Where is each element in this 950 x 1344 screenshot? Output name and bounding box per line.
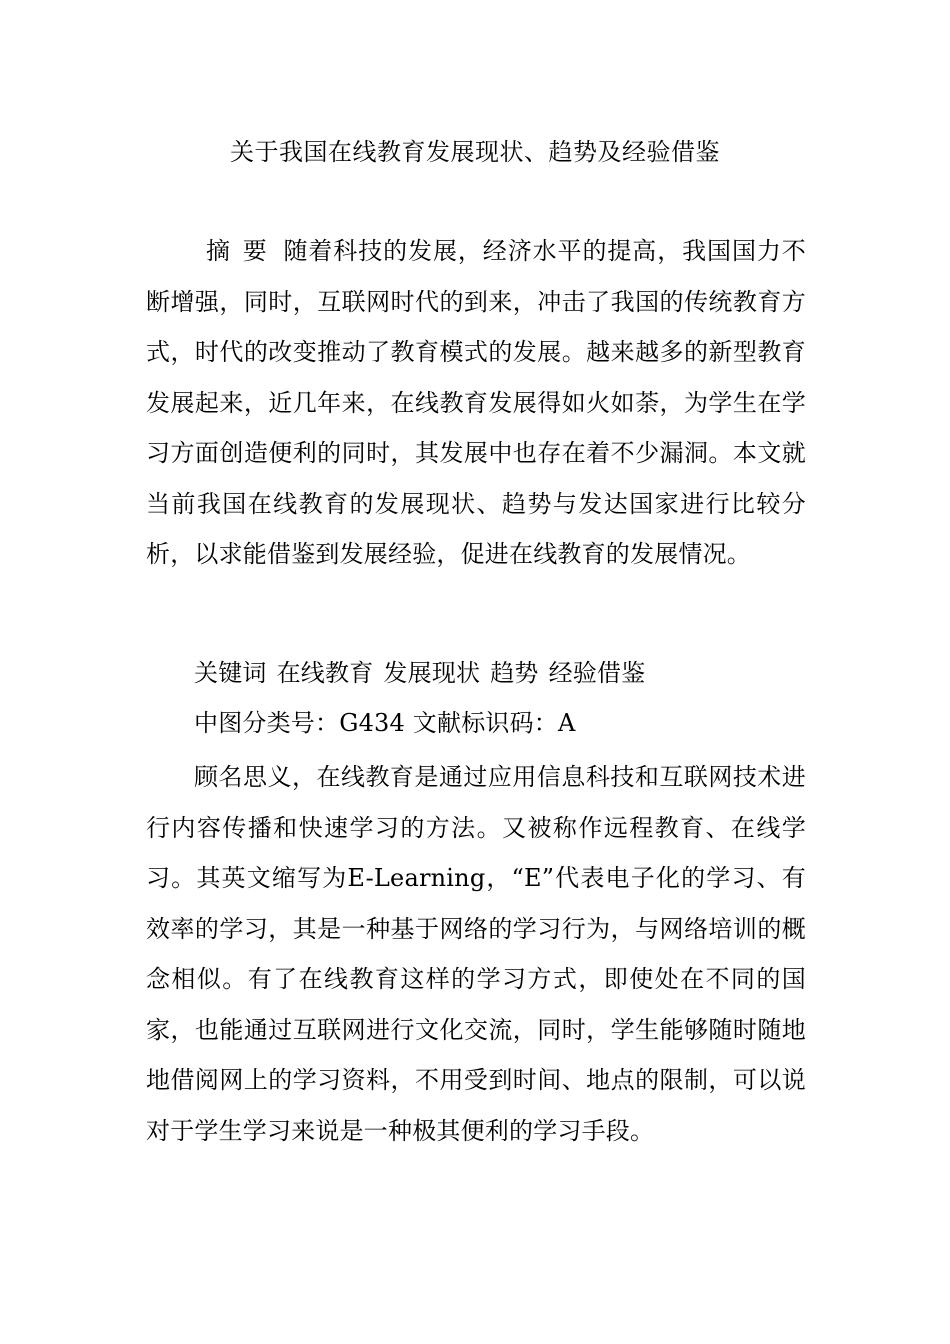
document-title: 关于我国在线教育发展现状、趋势及经验借鉴: [230, 138, 720, 166]
abstract-text: 随着科技的发展，经济水平的提高，我国国力不断增强，同时，互联网时代的到来，冲击了我国的传统教育方式，时代的改变推动了教育模式的发展。越来越多的新型教育发展起来，近几年来，在线教育发展得如火如荼，为学生在学习方面创造便利的同时，其发展中也存在着不少漏洞。本文就当前我国在线教育的发展现状、趋势与发达国家进行比较分析，以求能借鉴到发展经验，促进在线教育的发展情况。: [146, 237, 806, 568]
classification-line: 中图分类号：G434 文献标识码：A: [194, 709, 576, 737]
keyword-2: 发展现状: [383, 659, 481, 687]
abstract-paragraph: [146, 226, 806, 580]
keyword-1: 在线教育: [276, 659, 374, 687]
keywords-line: [194, 648, 806, 698]
body-paragraph: 顾名思义，在线教育是通过应用信息科技和互联网技术进行内容传播和快速学习的方法。又被称作远程教育、在线学习。其英文缩写为E-Learning，“E”代表电子化的学习、有效率的学习，其是一种基于网络的学习行为，与网络培训的概念相似。有了在线教育这样的学习方式，即使处在不同的国家，也能通过互联网进行文化交流，同时，学生能够随时随地地借阅网上的学习资料，不用受到时间、地点的限制，可以说对于学生学习来说是一种极其便利的学习手段。: [146, 763, 806, 1145]
keyword-3: 趋势: [490, 659, 539, 687]
abstract-label: 摘要: [206, 237, 280, 265]
keyword-4: 经验借鉴: [548, 659, 646, 687]
keywords-label: 关键词: [194, 659, 267, 687]
